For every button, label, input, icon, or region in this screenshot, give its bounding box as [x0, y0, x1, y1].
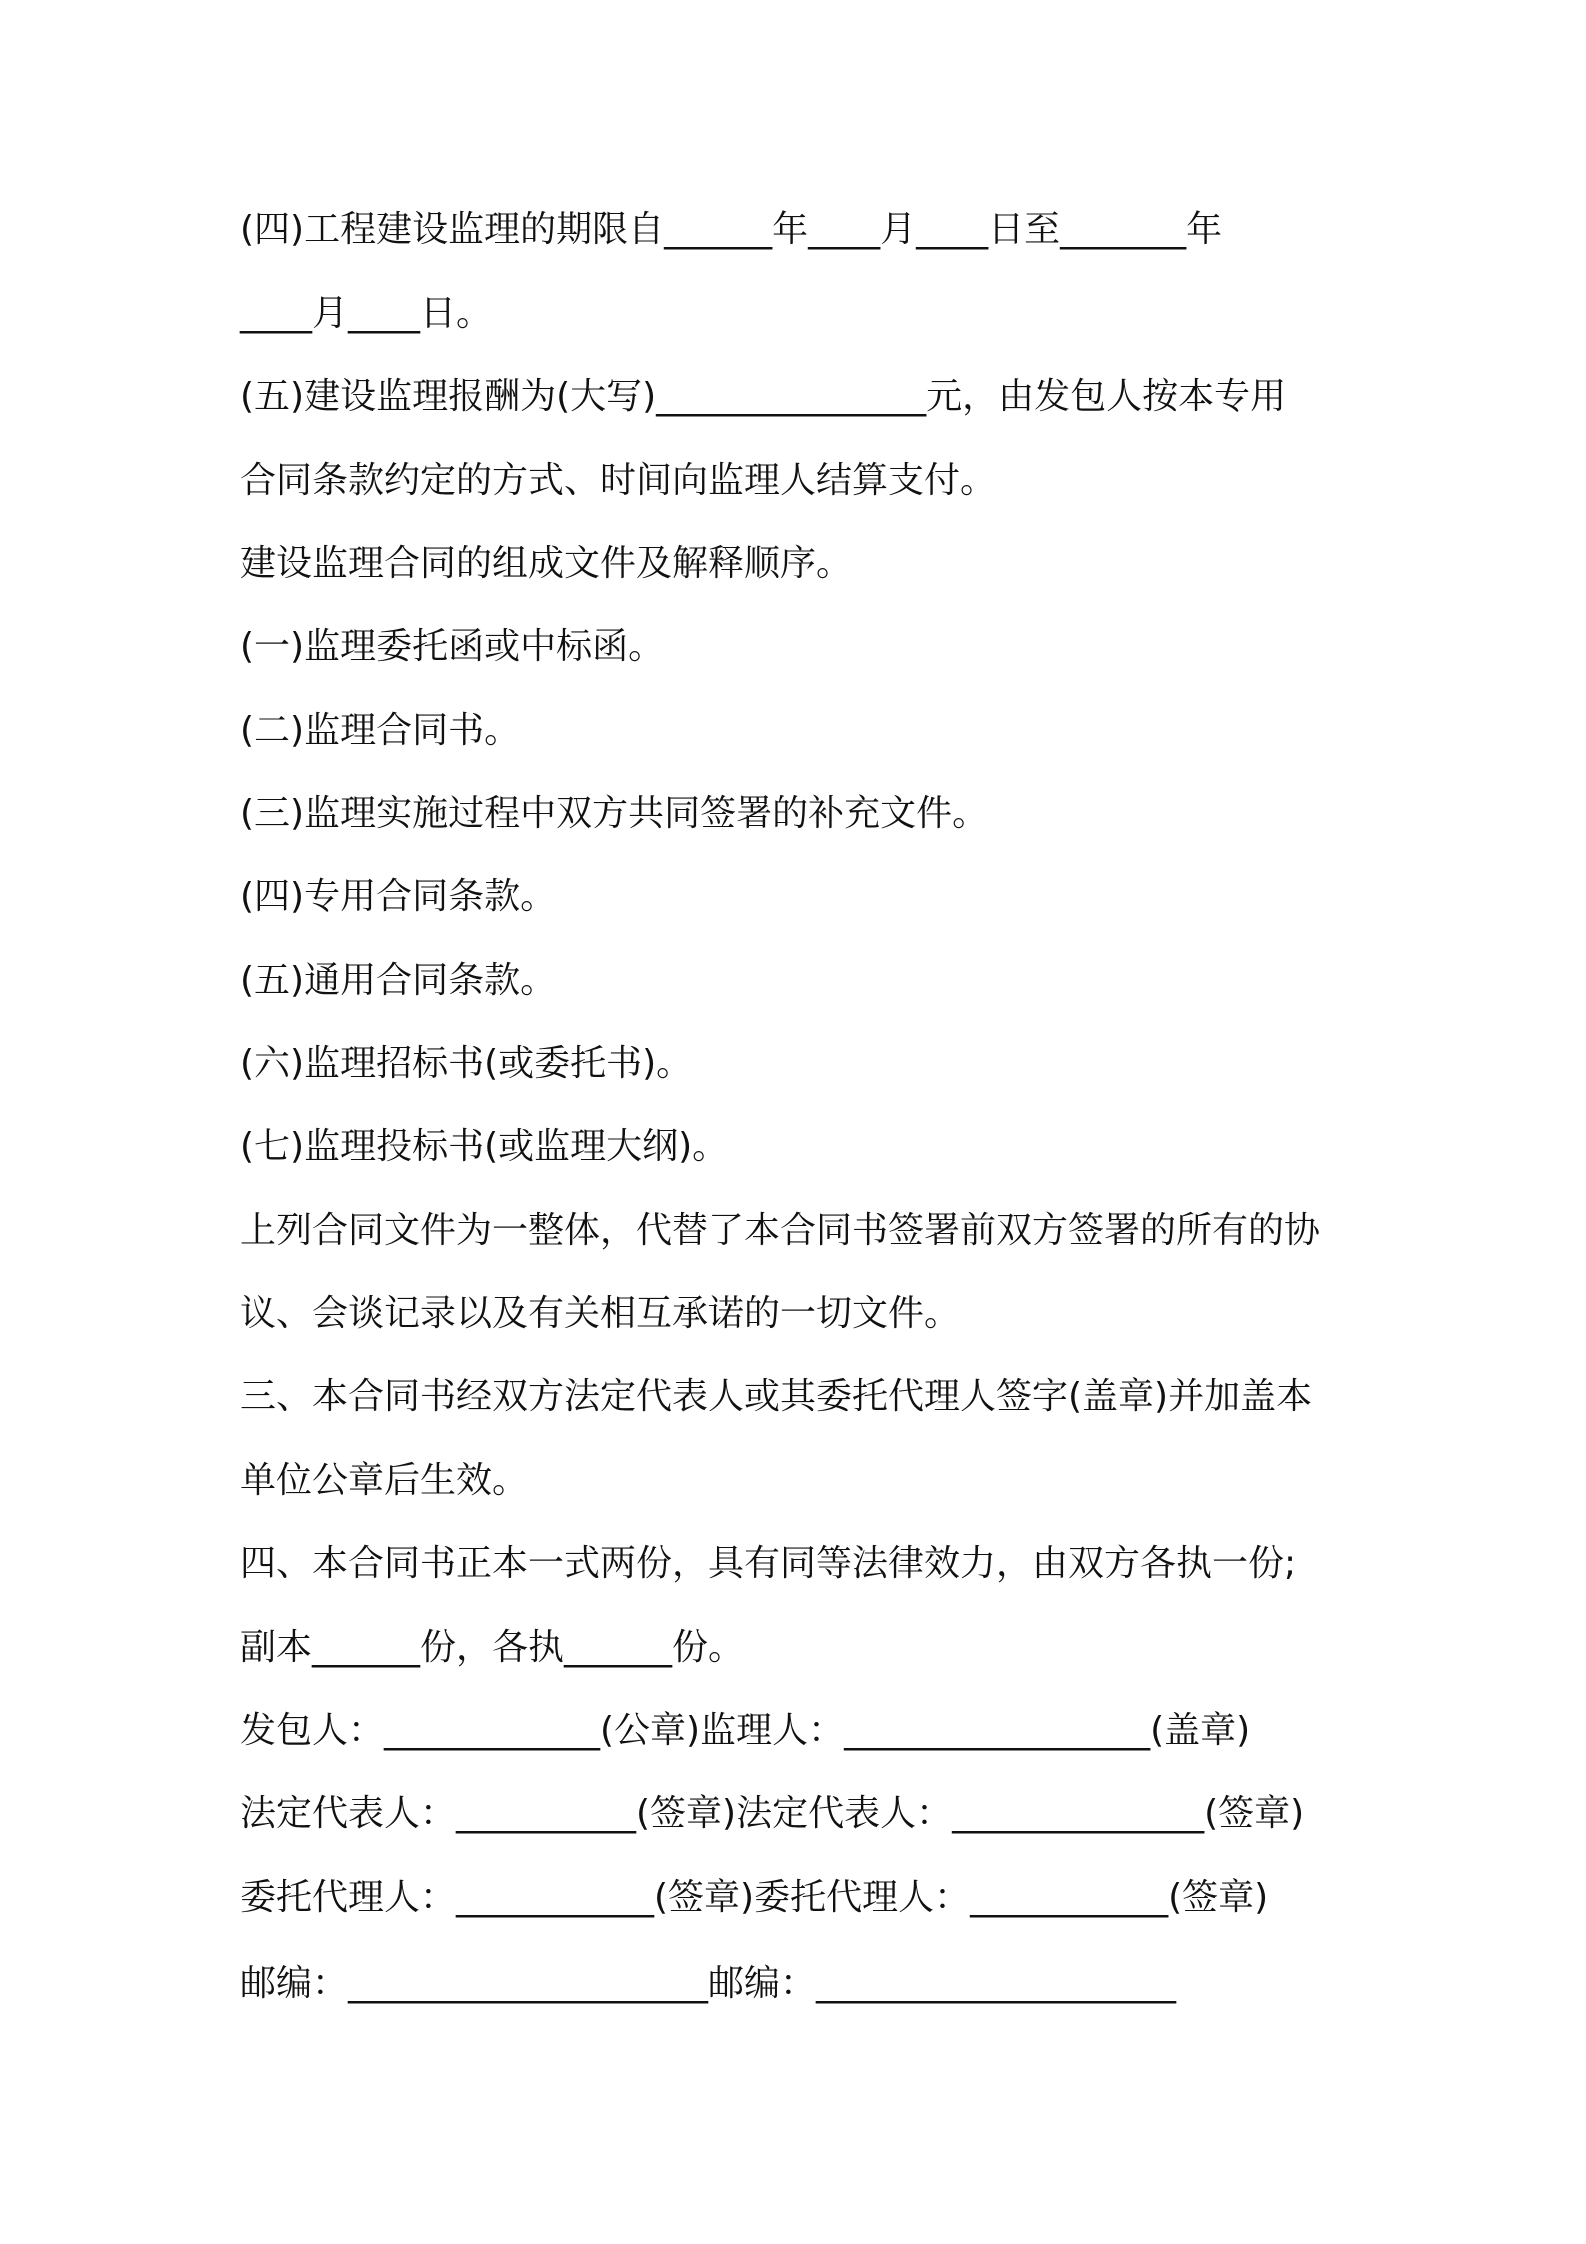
clause-four-copies: 四、本合同书正本一式两份，具有同等法律效力，由双方各执一份; — [240, 1543, 1297, 1584]
clause-four-copies-cont: 副本______份，各执______份。 — [240, 1627, 745, 1668]
clause-4-supervision-period-cont: ____月____日。 — [240, 293, 493, 334]
clause-4-supervision-period: (四)工程建设监理的期限自______年____月____日至_______年 — [240, 209, 1223, 250]
integrity-clause: 上列合同文件为一整体，代替了本合同书签署前双方签署的所有的协 — [240, 1210, 1321, 1251]
order-item-5: (五)通用合同条款。 — [240, 960, 557, 1001]
document-order-heading: 建设监理合同的组成文件及解释顺序。 — [240, 543, 853, 584]
clause-5-remuneration: (五)建设监理报酬为(大写)_______________元，由发包人按本专用 — [240, 376, 1287, 417]
signature-party-row: 发包人：____________(公章)监理人：_________________(盖章) — [240, 1710, 1251, 1751]
order-item-1: (一)监理委托函或中标函。 — [240, 626, 665, 667]
signature-legal-rep-row: 法定代表人：__________(签章)法定代表人：______________(签章) — [240, 1793, 1305, 1834]
order-item-4: (四)专用合同条款。 — [240, 876, 557, 917]
signature-agent-row: 委托代理人：___________(签章)委托代理人：___________(签章) — [240, 1877, 1269, 1918]
order-item-2: (二)监理合同书。 — [240, 710, 521, 751]
postal-code-row: 邮编：____________________邮编：____________________ — [240, 1963, 1177, 2004]
order-item-7: (七)监理投标书(或监理大纲)。 — [240, 1126, 729, 1167]
integrity-clause-cont: 议、会谈记录以及有关相互承诺的一切文件。 — [240, 1293, 961, 1334]
clause-three-effectiveness: 三、本合同书经双方法定代表人或其委托代理人签字(盖章)并加盖本 — [240, 1376, 1313, 1417]
order-item-6: (六)监理招标书(或委托书)。 — [240, 1043, 693, 1084]
order-item-3: (三)监理实施过程中双方共同签署的补充文件。 — [240, 793, 989, 834]
clause-5-remuneration-cont: 合同条款约定的方式、时间向监理人结算支付。 — [240, 460, 997, 501]
clause-three-effectiveness-cont: 单位公章后生效。 — [240, 1460, 529, 1501]
